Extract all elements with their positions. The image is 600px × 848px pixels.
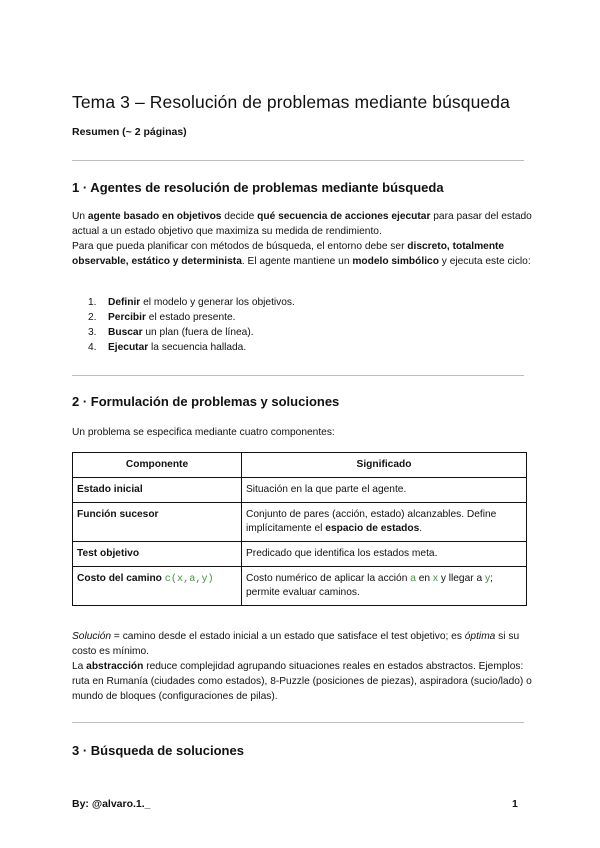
code-cost-function: c(x,a,y) — [164, 574, 214, 585]
list-number: 3. — [88, 327, 97, 338]
var-a: a — [410, 573, 416, 584]
table-row — [73, 503, 527, 542]
text-run: Conjunto de pares (acción, estado) alcanzables. Define implícitamente el — [246, 509, 497, 534]
list-item — [88, 310, 295, 325]
summary-label: Resumen (~ 2 páginas) — [72, 126, 187, 138]
var-y: y — [484, 573, 491, 584]
text-run: . El agente mantiene un — [241, 256, 353, 267]
step-text: el modelo y generar los objetivos. — [140, 297, 295, 308]
divider — [72, 160, 524, 161]
section-1-heading: 1 · Agentes de resolución de problemas mediante búsqueda — [72, 180, 444, 195]
list-number: 1. — [88, 297, 97, 308]
term-solucion: Solución — [72, 631, 112, 642]
text-run: Para que pueda planificar con métodos de búsqueda, el entorno debe ser — [72, 241, 408, 252]
table-cell-value — [242, 567, 527, 606]
list-item — [88, 325, 295, 340]
text-run: si su costo es mínimo. — [72, 631, 520, 657]
text-run: Costo numérico de aplicar la acción — [246, 573, 411, 584]
list-number: 2. — [88, 312, 97, 323]
table-cell-key: Estado inicial — [73, 478, 242, 503]
divider — [72, 375, 524, 376]
step-verb: Buscar — [108, 327, 143, 338]
term-entorno: discreto, totalmente observable, estático y determinista — [72, 241, 505, 267]
column-header: Componente — [73, 453, 242, 478]
table-header-row — [73, 453, 527, 478]
paragraph-1 — [72, 209, 532, 239]
table-cell-key — [73, 567, 242, 606]
column-header: Significado — [242, 453, 527, 478]
term-modelo: modelo simbólico — [352, 256, 439, 267]
step-verb: Ejecutar — [108, 342, 149, 353]
table-row — [73, 542, 527, 567]
text-run: . — [419, 523, 423, 534]
text-run: y ejecuta este ciclo: — [438, 256, 531, 267]
section-2-intro: Un problema se especifica mediante cuatro componentes: — [72, 427, 335, 438]
table-cell-value: Predicado que identifica los estados meta. — [242, 542, 527, 567]
text-run: Costo del camino — [77, 573, 162, 584]
term-abstraccion: abstracción — [86, 661, 144, 672]
solution-note — [72, 629, 532, 704]
table-cell-key: Función sucesor — [73, 503, 242, 542]
text-run: ; permite evaluar caminos. — [246, 573, 493, 598]
table-row — [73, 478, 527, 503]
components-table — [72, 452, 527, 606]
text-run: La — [72, 661, 87, 672]
table-cell-value — [242, 503, 527, 542]
text-run: reduce complejidad agrupando situaciones reales en estados abstractos. Ejemplos: ruta en Rumanía (ciudades como estados), 8-Puzzle (posiciones de piezas), aspiradora (sucio/lado) o mundo de bloques (configuraciones de pilas). — [72, 661, 532, 702]
section-3-heading: 3 · Búsqueda de soluciones — [72, 743, 244, 758]
page-title: Tema 3 – Resolución de problemas mediante búsqueda — [72, 92, 510, 112]
table-cell-value: Situación en la que parte el agente. — [242, 478, 527, 503]
list-item — [88, 340, 295, 355]
text-run: Un — [72, 211, 88, 222]
section-2-heading: 2 · Formulación de problemas y soluciones — [72, 394, 340, 409]
footer-author: By: @alvaro.1._ — [72, 798, 151, 810]
cycle-steps-list — [88, 295, 295, 355]
paragraph-2 — [72, 239, 532, 269]
abstraction-paragraph — [72, 659, 532, 704]
text-run: y llegar a — [437, 573, 485, 584]
section-1-paragraph — [72, 209, 532, 269]
text-run: decide — [221, 211, 258, 222]
divider — [72, 722, 524, 723]
var-x: x — [432, 573, 438, 584]
term-optima: óptima — [464, 631, 496, 642]
term-agente: agente basado en objetivos — [87, 211, 222, 222]
table-row — [73, 567, 527, 606]
term-espacio: espacio de estados — [325, 523, 420, 534]
text-run: para pasar del estado actual a un estado objetivo que maximiza su medida de rendimiento. — [72, 211, 532, 237]
page-number: 1 — [512, 798, 518, 810]
text-run: en — [415, 573, 433, 584]
table-cell-key: Test objetivo — [73, 542, 242, 567]
solution-paragraph — [72, 629, 532, 659]
term-secuencia: qué secuencia de acciones ejecutar — [257, 211, 431, 222]
text-run: = camino desde el estado inicial a un estado que satisface el test objetivo; es — [111, 631, 465, 642]
step-text: la secuencia hallada. — [148, 342, 247, 353]
list-item — [88, 295, 295, 310]
step-verb: Percibir — [108, 312, 146, 323]
step-verb: Definir — [108, 297, 141, 308]
step-text: el estado presente. — [145, 312, 236, 323]
step-text: un plan (fuera de línea). — [142, 327, 254, 338]
list-number: 4. — [88, 342, 97, 353]
